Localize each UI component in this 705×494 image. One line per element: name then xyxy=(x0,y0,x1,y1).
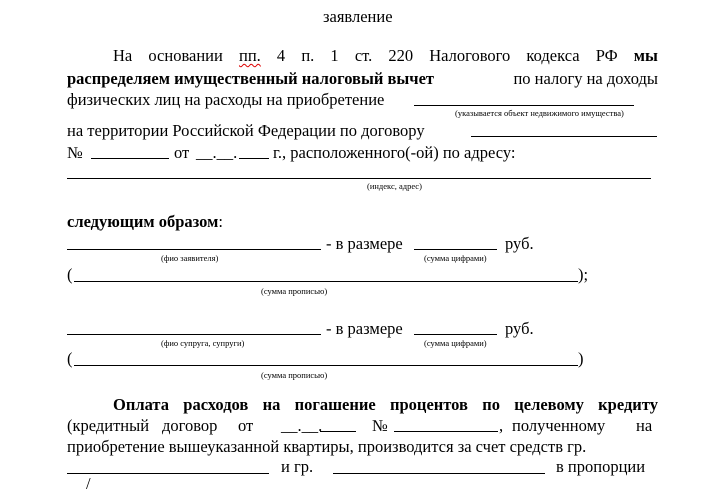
spouse-fio-blank xyxy=(67,334,321,335)
word: Налогового xyxy=(429,46,511,65)
p1-line-2 xyxy=(67,69,658,89)
section-heading xyxy=(67,212,223,232)
word: процентов xyxy=(390,395,468,414)
applicant-fio-blank xyxy=(67,249,321,250)
phrase: по налогу на доходы xyxy=(513,69,658,88)
and-citizen-label: и гр. xyxy=(281,457,314,476)
section-heading-text: следующим образом xyxy=(67,212,219,231)
hint-sum-digits-1: (сумма цифрами) xyxy=(424,253,487,263)
hint-sum-digits-2: (сумма цифрами) xyxy=(424,338,487,348)
word: на xyxy=(262,395,281,414)
hint-object: (указывается объект недвижимого имущества) xyxy=(455,108,624,118)
p1-line-1 xyxy=(113,46,658,66)
proportion-label: в пропорции xyxy=(556,457,646,476)
p1-line-4: на территории Российской Федерации по договору xyxy=(67,121,425,140)
section-heading-colon: : xyxy=(218,212,223,231)
word: Оплата xyxy=(113,395,169,414)
word: На xyxy=(113,46,133,65)
word: п. xyxy=(301,46,315,65)
amount-label-2: - в размере xyxy=(326,319,403,338)
word: кредиту xyxy=(598,395,658,414)
word: пп. xyxy=(238,46,261,65)
hint-sum-words-2: (сумма прописью) xyxy=(261,370,328,380)
amount-digits-blank-1 xyxy=(414,249,497,250)
sum-words-blank-2 xyxy=(74,365,578,366)
contract-blank-line xyxy=(471,136,657,137)
word: погашение xyxy=(294,395,376,414)
citizen-2-blank xyxy=(333,473,545,474)
bold-phrase: распределяем имущественный налоговый вычет xyxy=(67,69,435,88)
word: РФ xyxy=(595,46,618,65)
word: ст. xyxy=(354,46,373,65)
p2-line-3: приобретение вышеуказанной квартиры, производится за счет средств гр. xyxy=(67,437,587,456)
from-label: от xyxy=(174,143,190,162)
p2-received-word: полученному xyxy=(512,416,606,435)
p2-from-word: от xyxy=(238,416,254,435)
address-blank-line xyxy=(67,178,651,179)
sum-words-blank-1 xyxy=(74,281,578,282)
close-paren-2: ) xyxy=(578,349,584,368)
word: 220 xyxy=(388,46,414,65)
number-sign: № xyxy=(67,143,83,162)
rub-label-2: руб. xyxy=(505,319,534,338)
amount-label-1: - в размере xyxy=(326,234,403,253)
p2-date-year-blank xyxy=(320,431,356,432)
word: по xyxy=(482,395,500,414)
word: целевому xyxy=(514,395,584,414)
date-blank: __.__. xyxy=(196,143,238,162)
proportion-slash: / xyxy=(86,474,91,493)
rub-label-1: руб. xyxy=(505,234,534,253)
word: 1 xyxy=(330,46,339,65)
p2-comma: , xyxy=(499,416,504,435)
hint-address: (индекс, адрес) xyxy=(367,181,422,191)
open-paren-1: ( xyxy=(67,265,73,284)
hint-fio-applicant: (фио заявителя) xyxy=(161,253,219,263)
close-paren-semicolon-1: ); xyxy=(578,265,589,284)
word: основании xyxy=(148,46,223,65)
p2-contract-word: договор xyxy=(162,416,218,435)
hint-fio-spouse: (фио супруга, супруги) xyxy=(161,338,245,348)
word-bold: мы xyxy=(633,46,658,65)
open-paren-2: ( xyxy=(67,349,73,368)
p2-date-blank: __.__. xyxy=(281,416,323,435)
hint-sum-words-1: (сумма прописью) xyxy=(261,286,328,296)
object-blank-line xyxy=(414,105,634,106)
p2-on-word: на xyxy=(636,416,653,435)
p1-line-3: физических лиц на расходы на приобретение xyxy=(67,90,385,109)
year-blank xyxy=(239,158,269,159)
p2-credit-number-blank xyxy=(394,431,498,432)
document-title: заявление xyxy=(323,7,393,26)
citizen-1-blank xyxy=(67,473,269,474)
p2-number-sign: № xyxy=(372,416,388,435)
word: расходов xyxy=(183,395,249,414)
p2-credit-open: (кредитный xyxy=(67,416,150,435)
word: 4 xyxy=(276,46,286,65)
amount-digits-blank-2 xyxy=(414,334,497,335)
contract-number-blank xyxy=(91,158,169,159)
p2-line-1 xyxy=(113,395,658,415)
located-label: г., расположенного(-ой) по адресу: xyxy=(273,143,516,162)
word: кодекса xyxy=(526,46,580,65)
